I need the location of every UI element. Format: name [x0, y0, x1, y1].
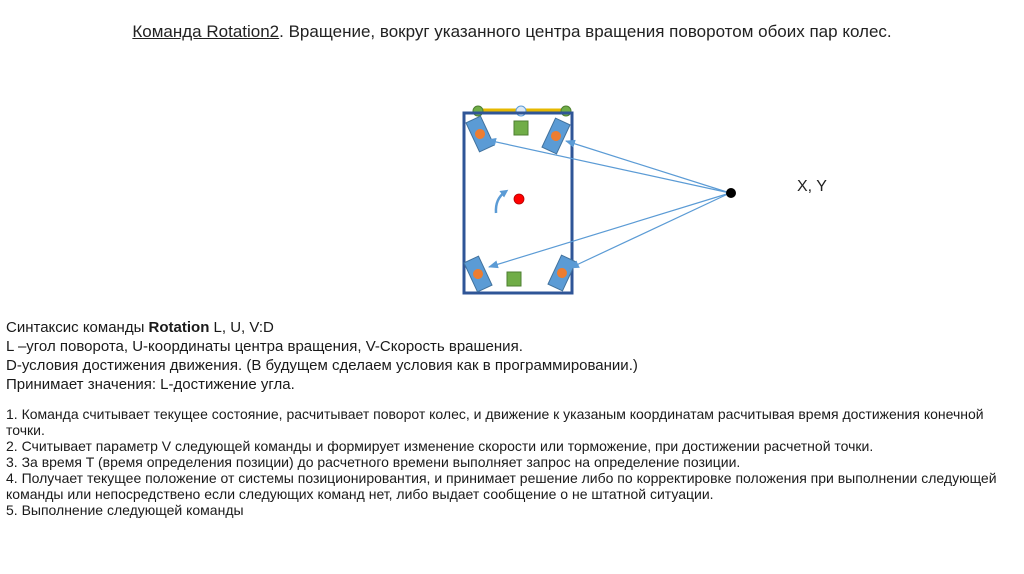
ray-to-rear-right — [570, 193, 730, 268]
vehicle-center-dot — [514, 194, 524, 204]
syntax-line-1 — [6, 318, 1016, 337]
step-item: 1. Команда считывает текущее состояние, расчитывает поворот колес, и движение к указаным координатам расчитывая время достижения конечной точки. — [6, 406, 984, 438]
wheel-front-right — [542, 118, 570, 154]
title-rest: . Вращение, вокруг указанного центра вращения поворотом обоих пар колес. — [279, 22, 892, 41]
rotation-center-point — [726, 188, 736, 198]
syntax-command: Rotation — [148, 319, 210, 336]
front-sensor — [514, 121, 528, 135]
steps-list — [6, 406, 1016, 518]
syntax-prefix: Синтаксис команды — [6, 319, 149, 336]
ray-to-rear-left — [489, 193, 730, 267]
step-item: 4. Получает текущее положение от системы позиционировантия, и принимает решение либо по корректировке положения при выполнении следующей команды или непосредствено если следующих команд нет, либо выдает сообщение о не штатной ситуации. — [6, 470, 997, 502]
syntax-line-4: Принимает значения: L-достижение угла. — [6, 376, 295, 393]
step-item: 5. Выполнение следующей команды — [6, 502, 244, 518]
title-command: Команда Rotation2 — [132, 22, 280, 41]
rotation-arrow-icon — [496, 192, 505, 213]
rear-sensor — [507, 272, 521, 286]
ray-to-front-left — [487, 140, 730, 193]
syntax-line-2: L –угол поворота, U-координаты центра вращения, V-Скорость врашения. — [6, 338, 523, 355]
ray-to-front-right — [566, 141, 730, 193]
wheel-rear-left — [464, 256, 492, 292]
syntax-args: L, U, V:D — [209, 319, 274, 336]
step-item: 3. За время T (время определения позиции) до расчетного времени выполняет запрос на определение позиции. — [6, 454, 741, 470]
step-item: 2. Считывает параметр V следующей команды и формирует изменение скорости или торможение, при достижении расчетной точки. — [6, 438, 874, 454]
syntax-block — [6, 318, 1016, 394]
syntax-line-3: D-условия достижения движения. (В будущем сделаем условия как в программировании.) — [6, 357, 638, 374]
wheel-front-left — [466, 116, 494, 152]
rotation-center-label: X, Y — [797, 178, 827, 195]
